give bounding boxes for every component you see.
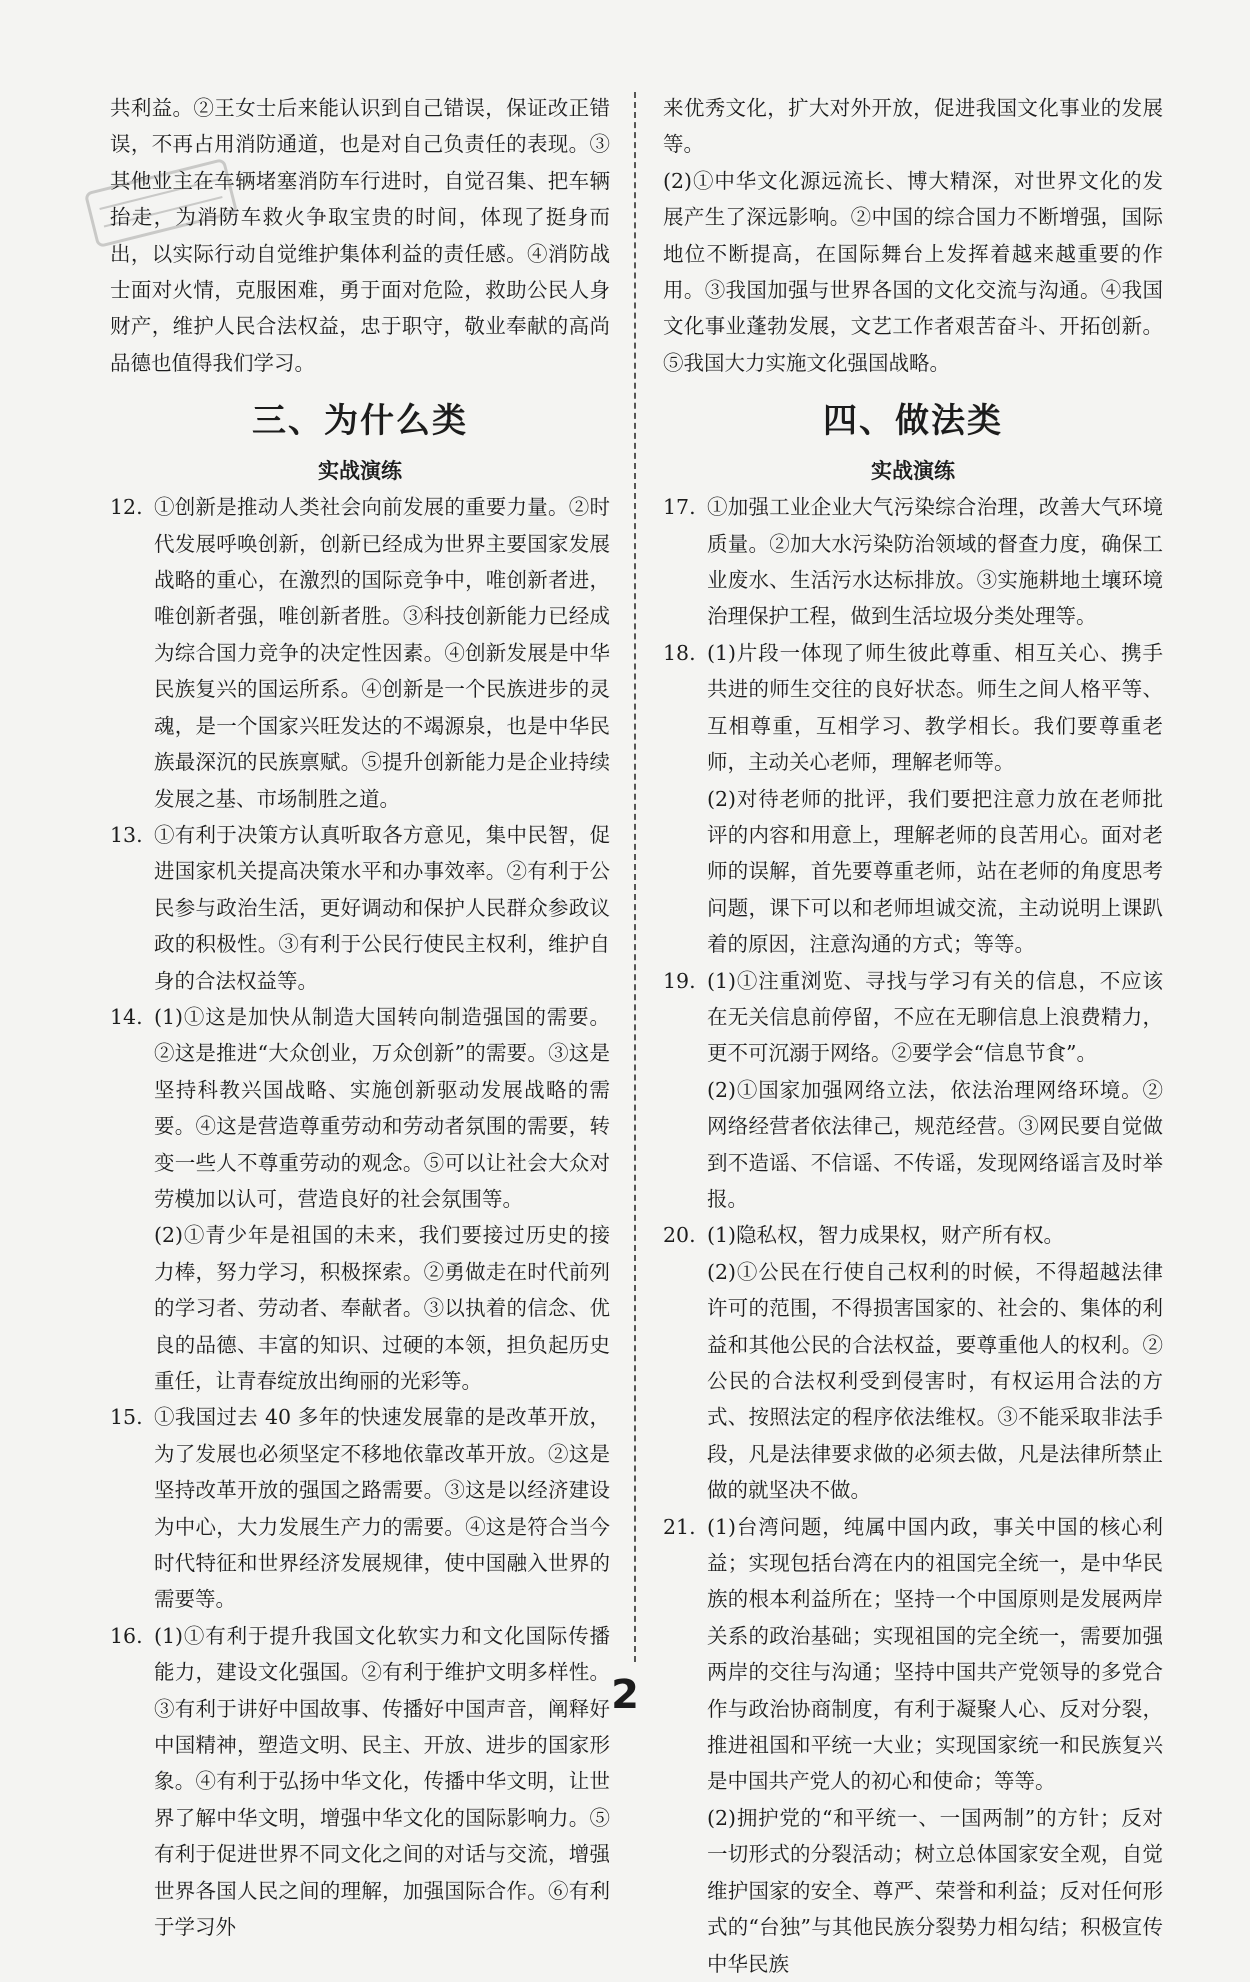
section-title-how: 四、做法类: [823, 401, 1003, 442]
section-subtitle-how: 实战演练: [871, 459, 955, 484]
answer-item-17: [663, 489, 1163, 635]
answer-item-12: [110, 489, 610, 817]
item-paragraph: (1)隐私权，智力成果权，财产所有权。: [707, 1223, 1065, 1248]
item-number: 16.: [110, 1623, 143, 1648]
right-intro-paragraph: 来优秀文化，扩大对外开放，促进我国文化事业的发展等。: [663, 96, 1163, 157]
item-paragraph: (2)①公民在行使自己权利的时候，不得超越法律许可的范围，不得损害国家的、社会的、集体的利益和其他公民的合法权益，要尊重他人的权利。②公民的合法权利受到侵害时，有权运用合法的方式、按照法定的程序依法维权。③不能采取非法手段，凡是法律要求做的必须去做，凡是法律所禁止做的就坚决不做。: [707, 1259, 1163, 1503]
section-subtitle-why: 实战演练: [318, 459, 402, 484]
item-paragraph: (2)拥护党的“和平统一、一国两制”的方针；反对一切形式的分裂活动；树立总体国家安全观，自觉维护国家的安全、尊严、荣誉和利益；反对任何形式的“台独”与其他民族分裂势力相勾结；积极宣传中华民族: [707, 1805, 1163, 1976]
item-number: 19.: [663, 968, 696, 993]
item-number: 21.: [663, 1514, 696, 1539]
section-title-why: 三、为什么类: [252, 401, 468, 442]
item-paragraph: (2)对待老师的批评，我们要把注意力放在老师批评的内容和用意上，理解老师的良苦用心。面对老师的误解，首先要尊重老师，站在老师的角度思考问题，课下可以和老师坦诚交流，主动说明上课趴着的原因，注意沟通的方式；等等。: [707, 786, 1163, 957]
item-paragraph: ①有利于决策方认真听取各方意见，集中民智，促进国家机关提高决策水平和办事效率。②有利于公民参与政治生活，更好调动和保护人民群众参政议政的积极性。③有利于公民行使民主权利，维护自身的合法权益等。: [154, 822, 610, 993]
item-number: 17.: [663, 495, 696, 520]
answer-item-21: [663, 1509, 1163, 1982]
item-paragraph: (2)①青少年是祖国的未来，我们要接过历史的接力棒，努力学习，积极探索。②勇做走在时代前列的学习者、劳动者、奉献者。③以执着的信念、优良的品德、丰富的知识、过硬的本领，担负起历史重任，让青春绽放出绚丽的光彩等。: [154, 1223, 610, 1393]
item-number: 15.: [110, 1405, 143, 1430]
item-paragraph: (1)台湾问题，纯属中国内政，事关中国的核心利益；实现包括台湾在内的祖国完全统一，是中华民族的根本利益所在；坚持一个中国原则是发展两岸关系的政治基础；实现祖国的完全统一，需要加强两岸的交往与沟通；坚持中国共产党领导的多党合作与政治协商制度，有利于凝聚人心、反对分裂，推进祖国和平统一大业；实现国家统一和民族复兴是中国共产党人的初心和使命；等等。: [707, 1514, 1163, 1794]
right-intro-paragraph: (2)①中华文化源远流长、博大精深，对世界文化的发展产生了深远影响。②中国的综合国力不断增强，国际地位不断提高，在国际舞台上发挥着越来越重要的作用。③我国加强与世界各国的文化交流与沟通。④我国文化事业蓬勃发展，文艺工作者艰苦奋斗、开拓创新。⑤我国大力实施文化强国战略。: [663, 168, 1163, 375]
answer-item-20: [663, 1217, 1163, 1508]
item-paragraph: ①我国过去 40 多年的快速发展靠的是改革开放，为了发展也必须坚定不移地依靠改革开放。②这是坚持改革开放的强国之路需要。③这是以经济建设为中心，大力发展生产力的需要。④这是符合当今时代特征和世界经济发展规律，使中国融入世界的需要等。: [154, 1405, 610, 1612]
answer-item-15: [110, 1399, 610, 1617]
item-number: 18.: [663, 640, 696, 665]
answer-item-13: [110, 817, 610, 999]
item-number: 20.: [663, 1223, 696, 1248]
item-paragraph: ①加强工业企业大气污染综合治理，改善大气环境质量。②加大水污染防治领域的督查力度，确保工业废水、生活污水达标排放。③实施耕地土壤环境治理保护工程，做到生活垃圾分类处理等。: [707, 495, 1163, 629]
column-divider: [634, 92, 636, 1662]
item-paragraph: ①创新是推动人类社会向前发展的重要力量。②时代发展呼唤创新，创新已经成为世界主要国家发展战略的重心，在激烈的国际竞争中，唯创新者进，唯创新者强，唯创新者胜。③科技创新能力已经成为综合国力竞争的决定性因素。④创新发展是中华民族复兴的国运所系。④创新是一个民族进步的灵魂，是一个国家兴旺发达的不竭源泉，也是中华民族最深沉的民族禀赋。⑤提升创新能力是企业持续发展之基、市场制胜之道。: [154, 495, 610, 811]
left-intro-paragraph: 共利益。②王女士后来能认识到自己错误，保证改正错误，不再占用消防通道，也是对自己负责任的表现。③其他业主在车辆堵塞消防车行进时，自觉召集、把车辆抬走，为消防车救火争取宝贵的时间，体现了挺身而出，以实际行动自觉维护集体利益的责任感。④消防战士面对火情，克服困难，勇于面对危险，救助公民人身财产，维护人民合法权益，忠于职守，敬业奉献的高尚品德也值得我们学习。: [110, 96, 610, 375]
item-paragraph: (1)①注重浏览、寻找与学习有关的信息，不应该在无关信息前停留，不应在无聊信息上浪费精力，更不可沉溺于网络。②要学会“信息节食”。: [707, 968, 1163, 1066]
item-paragraph: (1)①有利于提升我国文化软实力和文化国际传播能力，建设文化强国。②有利于维护文明多样性。③有利于讲好中国故事、传播好中国声音，阐释好中国精神，塑造文明、民主、开放、进步的国家形象。④有利于弘扬中华文化，传播中华文明，让世界了解中华文明，增强中华文化的国际影响力。⑤有利于促进世界不同文化之间的对话与交流，增强世界各国人民之间的理解，加强国际合作。⑥有利于学习外: [154, 1623, 610, 1940]
item-number: 12.: [110, 495, 143, 520]
item-paragraph: (1)片段一体现了师生彼此尊重、相互关心、携手共进的师生交往的良好状态。师生之间人格平等、互相尊重，互相学习、教学相长。我们要尊重老师，主动关心老师，理解老师等。: [707, 640, 1163, 775]
item-paragraph: (2)①国家加强网络立法，依法治理网络环境。②网络经营者依法律己，规范经营。③网民要自觉做到不造谣、不信谣、不传谣，发现网络谣言及时举报。: [707, 1077, 1163, 1211]
item-paragraph: (1)①这是加快从制造大国转向制造强国的需要。②这是推进“大众创业，万众创新”的需要。③这是坚持科教兴国战略、实施创新驱动发展战略的需要。④这是营造尊重劳动和劳动者氛围的需要，转变一些人不尊重劳动的观念。⑤可以让社会大众对劳模加以认可，营造良好的社会氛围等。: [154, 1004, 610, 1211]
answer-item-18: [663, 635, 1163, 963]
answer-item-19: [663, 963, 1163, 1218]
item-number: 13.: [110, 822, 143, 847]
item-number: 14.: [110, 1004, 143, 1029]
page-number: 2: [611, 1672, 639, 1718]
answer-item-14: [110, 999, 610, 1399]
left-column: [110, 90, 610, 1946]
answer-item-16: [110, 1618, 610, 1946]
